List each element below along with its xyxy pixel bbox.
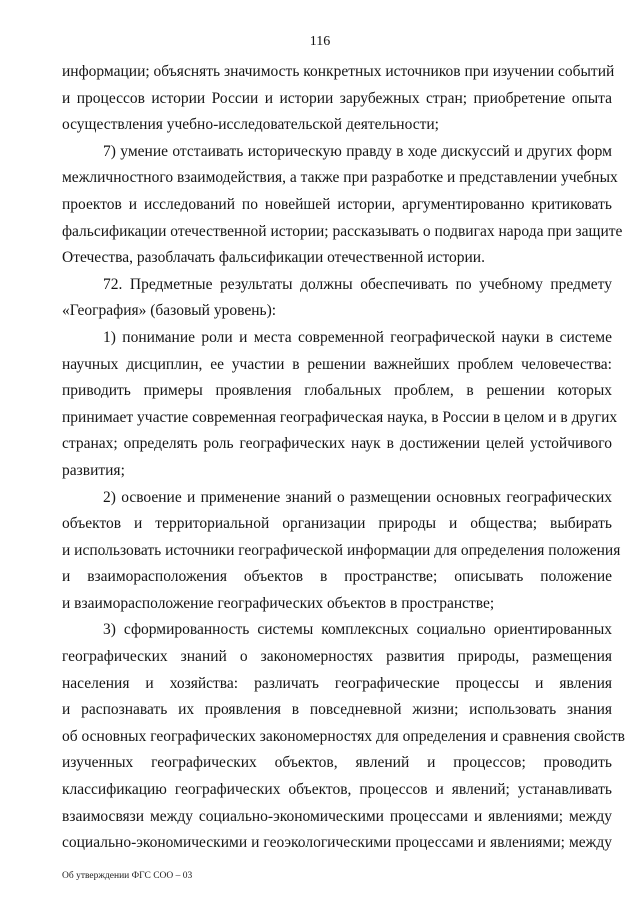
text-line: 3) сформированность системы комплексных социально ориентированных	[103, 621, 612, 639]
text-line: населения и хозяйства: различать географические процессы и явления	[62, 674, 612, 692]
text-line: объектов и территориальной организации природы и общества; выбирать	[62, 515, 612, 533]
text-line: социально-экономическими и геоэкологическими процессами и явлениями; между	[62, 834, 612, 852]
text-line: принимает участие современная географическая наука, в России в целом и в других	[62, 408, 618, 426]
text-line: научных дисциплин, ее участии в решении важнейших проблем человечества:	[62, 355, 612, 373]
text-line: 2) освоение и применение знаний о размещении основных географических	[103, 488, 612, 506]
text-line: развития;	[62, 461, 125, 479]
text-line: взаимосвязи между социально-экономическими процессами и явлениями; между	[62, 807, 612, 825]
text-line: и использовать источники географической информации для определения положения	[62, 541, 621, 559]
text-line: осуществления учебно-исследовательской деятельности;	[62, 116, 439, 134]
document-body	[62, 59, 625, 857]
text-line: странах; определять роль географических наук в достижении целей устойчивого	[62, 435, 612, 453]
text-line: 72. Предметные результаты должны обеспечивать по учебному предмету	[103, 275, 612, 293]
text-line: фальсификации отечественной истории; рассказывать о подвигах народа при защите	[62, 222, 623, 240]
text-line: и распознавать их проявления в повседневной жизни; использовать знания	[62, 701, 612, 719]
text-line: проектов и исследований по новейшей истории, аргументированно критиковать	[62, 195, 612, 213]
text-line: об основных географических закономерностях для определения и сравнения свойств	[62, 727, 625, 745]
text-line: 1) понимание роли и места современной географической науки в системе	[103, 328, 612, 346]
text-line: «География» (базовый уровень):	[62, 302, 277, 320]
text-line: изученных географических объектов, явлений и процессов; проводить	[62, 754, 612, 772]
page-footer: Об утверждении ФГС СОО – 03	[62, 871, 193, 881]
text-line: приводить примеры проявления глобальных проблем, в решении которых	[62, 382, 612, 400]
text-line: и взаиморасположение географических объектов в пространстве;	[62, 594, 495, 612]
text-line: 7) умение отстаивать историческую правду в ходе дискуссий и других форм	[103, 142, 612, 160]
text-line: и процессов истории России и истории зарубежных стран; приобретение опыта	[62, 89, 612, 107]
text-line: Отечества, разоблачать фальсификации отечественной истории.	[62, 249, 485, 267]
page-number: 116	[309, 34, 331, 49]
text-line: классификацию географических объектов, процессов и явлений; устанавливать	[62, 781, 612, 799]
text-line: межличностного взаимодействия, а также при разработке и представлении учебных	[62, 169, 618, 187]
text-line: географических знаний о закономерностях развития природы, размещения	[62, 648, 612, 666]
text-line: информации; объяснять значимость конкретных источников при изучении событий	[62, 63, 615, 80]
text-line: и взаиморасположения объектов в пространстве; описывать положение	[62, 568, 612, 586]
